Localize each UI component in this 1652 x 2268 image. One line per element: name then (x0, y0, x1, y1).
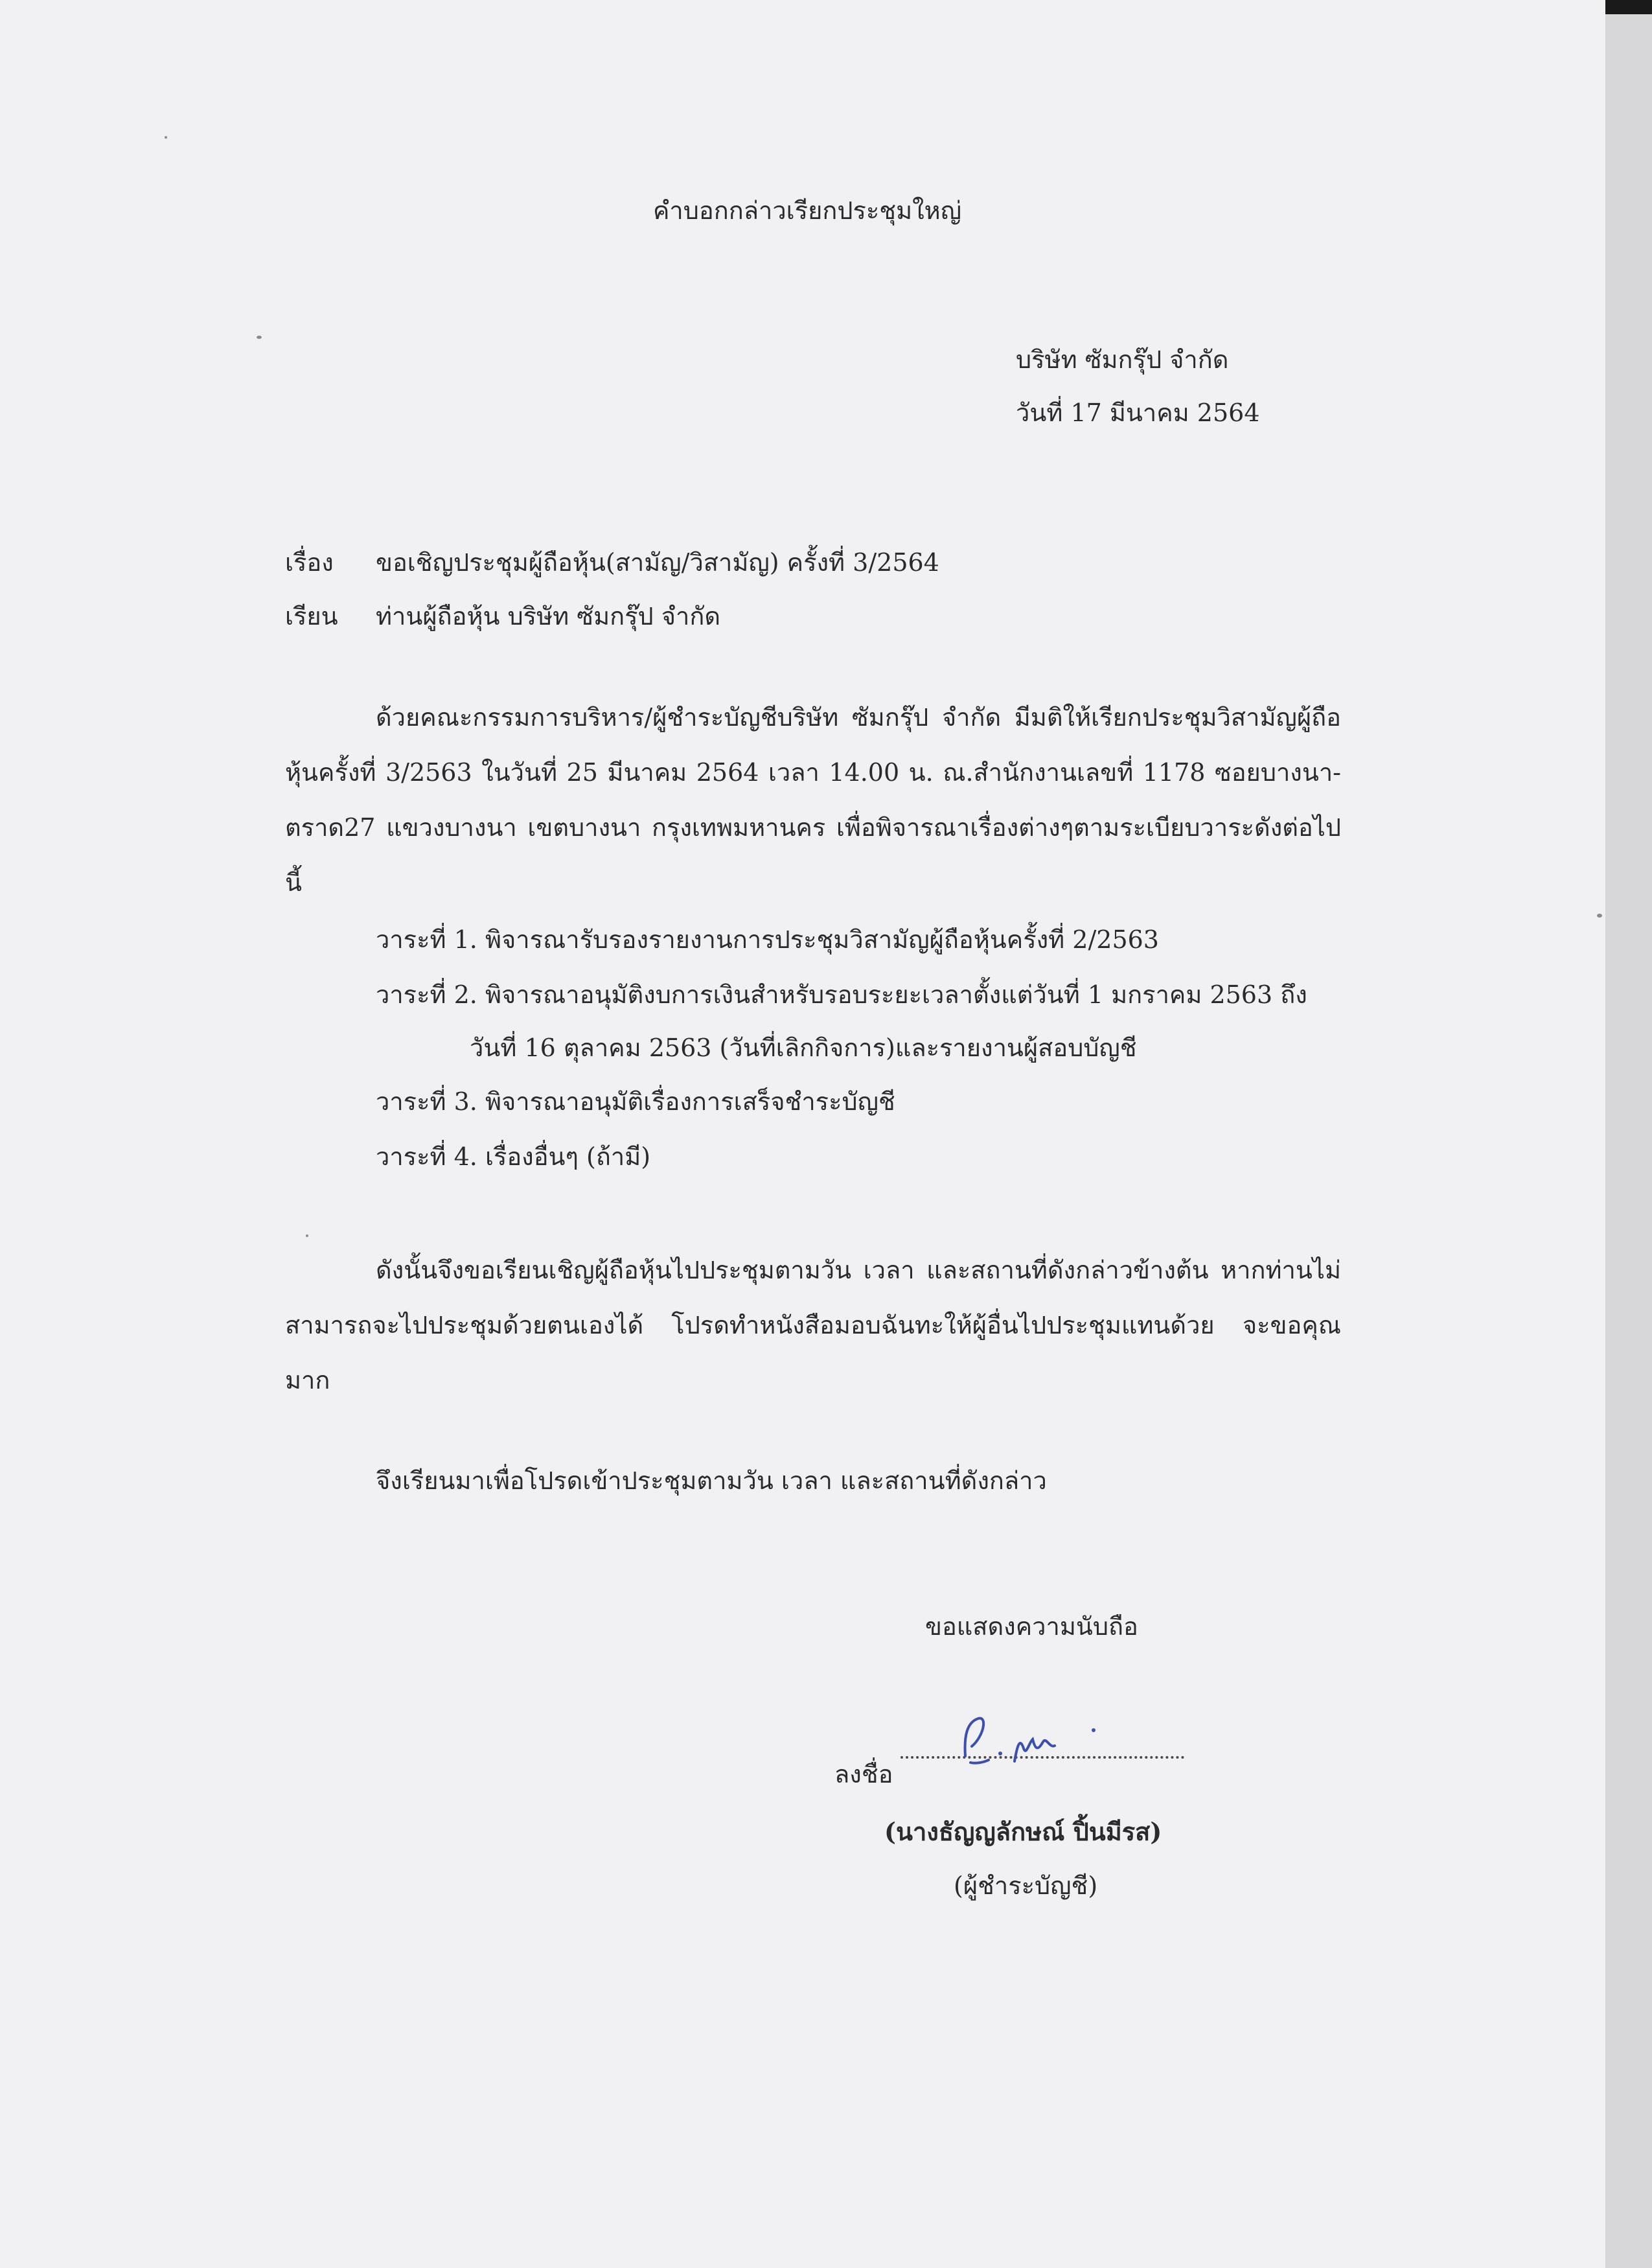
recipient-text: ท่านผู้ถือหุ้น บริษัท ซัมกรุ๊ป จำกัด (376, 602, 721, 631)
subject-label: เรื่อง (285, 548, 334, 577)
signer-role: (ผู้ชำระบัญชี) (954, 1871, 1098, 1900)
closing-line: จึงเรียนมาเพื่อโปรดเข้าประชุมตามวัน เวลา และสถานที่ดังกล่าว (376, 1466, 1047, 1495)
agenda-item-1: วาระที่ 1. พิจารณารับรองรายงานการประชุมวิสามัญผู้ถือหุ้นครั้งที่ 2/2563 (376, 925, 1159, 954)
agenda-item-3: วาระที่ 3. พิจารณาอนุมัติเรื่องการเสร็จชำระบัญชี (376, 1087, 895, 1116)
agenda-item-2-continued: วันที่ 16 ตุลาคม 2563 (วันที่เลิกกิจการ)และรายงานผู้สอบบัญชี (470, 1034, 1137, 1062)
paper-speck (165, 136, 167, 139)
sign-label: ลงชื่อ (834, 1760, 893, 1788)
agenda-item-2: วาระที่ 2. พิจารณาอนุมัติงบการเงินสำหรับรอบระยะเวลาตั้งแต่วันที่ 1 มกราคม 2563 ถึง (376, 980, 1307, 1009)
regards-text: ขอแสดงความนับถือ (925, 1612, 1138, 1641)
handwritten-signature (952, 1711, 1121, 1782)
request-paragraph: ดังนั้นจึงขอเรียนเชิญผู้ถือหุ้นไปประชุมตามวัน เวลา และสถานที่ดังกล่าวข้างต้น หากท่านไม่สามารถจะไปประชุมด้วยตนเองได้ โปรดทำหนังสือมอบฉันทะให้ผู้อื่นไปประชุมแทนด้วย จะขอคุณมาก (285, 1256, 1341, 1394)
paper-speck (257, 336, 262, 339)
intro-paragraph: ด้วยคณะกรรมการบริหาร/ผู้ชำระบัญชีบริษัท ซัมกรุ๊ป จำกัด มีมติให้เรียกประชุมวิสามัญผู้ถือหุ้นครั้งที่ 3/2563 ในวันที่ 25 มีนาคม 2564 เวลา 14.00 น. ณ.สำนักงานเลขที่ 1178 ซอยบางนา-ตราด27 แขวงบางนา เขตบางนา กรุงเทพมหานคร เพื่อพิจารณาเรื่องต่างๆตามระเบียบวาระดังต่อไปนี้ (285, 703, 1341, 897)
letter-date: วันที่ 17 มีนาคม 2564 (1016, 399, 1260, 427)
paper-speck (1597, 914, 1602, 918)
subject-text: ขอเชิญประชุมผู้ถือหุ้น(สามัญ/วิสามัญ) ครั้งที่ 3/2564 (376, 548, 939, 577)
signer-name: (นางธัญญลักษณ์ ปิ้นมีรส) (884, 1817, 1162, 1846)
agenda-item-4: วาระที่ 4. เรื่องอื่นๆ (ถ้ามี) (376, 1142, 651, 1171)
document-title: คำบอกกล่าวเรียกประชุมใหญ่ (653, 196, 962, 225)
scan-edge (1605, 0, 1652, 2268)
recipient-label: เรียน (285, 602, 338, 631)
paper-speck (306, 1234, 308, 1237)
scan-corner (1605, 0, 1652, 14)
company-name: บริษัท ซัมกรุ๊ป จำกัด (1016, 345, 1229, 374)
